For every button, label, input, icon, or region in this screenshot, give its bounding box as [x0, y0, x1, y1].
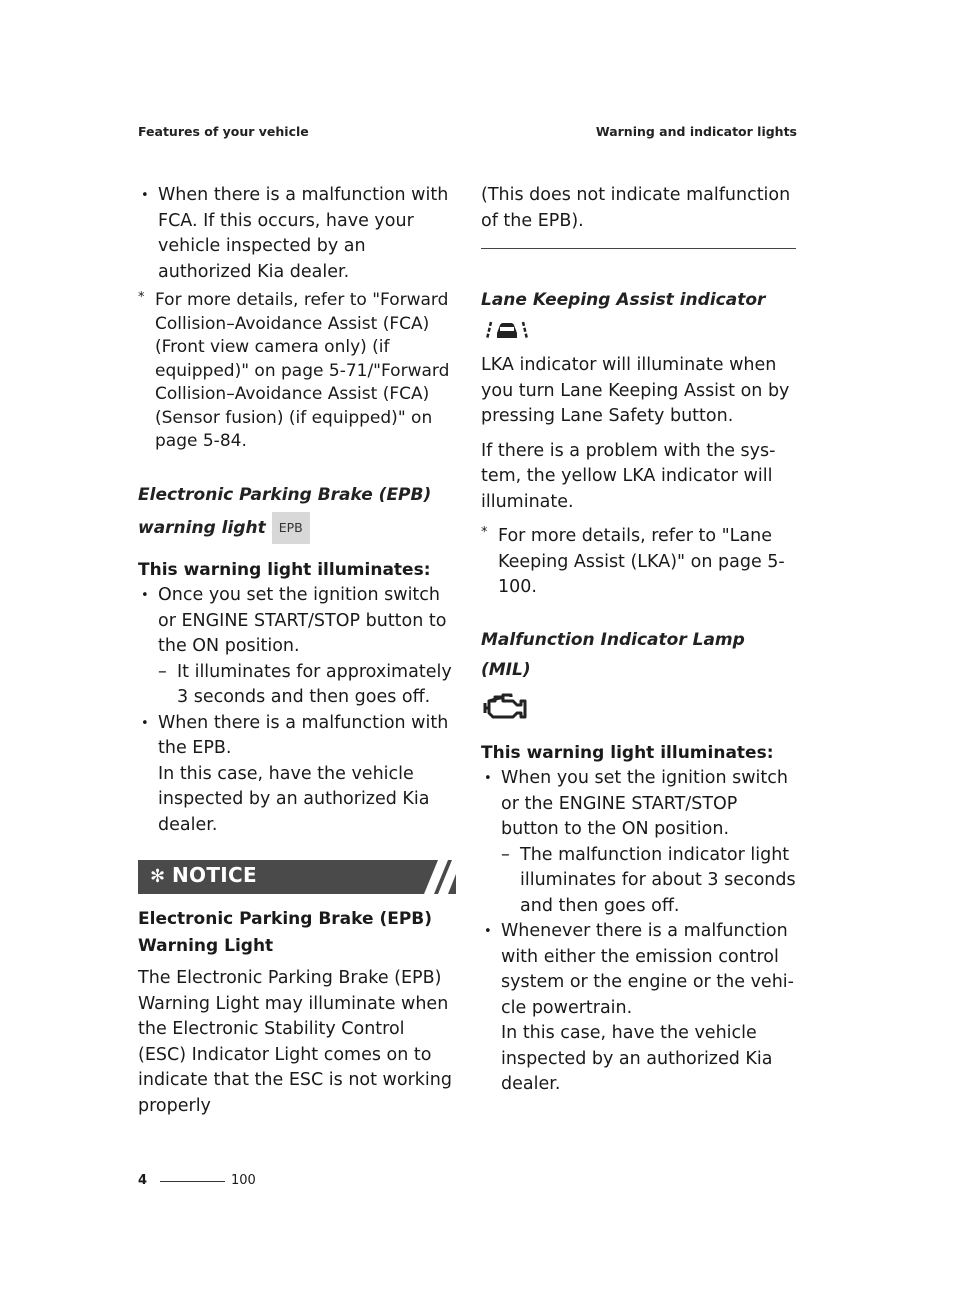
fca-reference-text: For more details, refer to "Forward Collision–Avoidance Assist (FCA) (Front view camera only) (if equipped)" on page 5-71/"Forward Collision–Avoidance Assist (FCA) (Sensor fusion) (if equipped)" on page 5-84. — [155, 290, 450, 451]
lka-reference — [481, 524, 796, 601]
epb-bullet-2: • When there is a malfunction with the EPB. — [138, 711, 456, 762]
running-header-right: Warning and indicator lights — [595, 124, 797, 139]
right-column — [481, 183, 796, 1098]
left-column — [138, 183, 456, 1119]
page-number: 100 — [231, 1173, 256, 1188]
lka-section-title — [481, 285, 796, 345]
mil-bullet-2: • Whenever there is a malfunction with either the emission control system or the engine or the vehi-cle powertrain. — [481, 919, 796, 1021]
epb-dash-1: – It illuminates for approximately 3 seconds and then goes off. — [138, 660, 456, 711]
mil-bullet-2-note: In this case, have the vehicle inspected by an authorized Kia dealer. — [501, 1023, 773, 1094]
epb-subheading: This warning light illuminates: — [138, 559, 431, 580]
notice-end-rule — [481, 248, 796, 249]
epb-title-line1: Electronic Parking Brake (EPB) — [138, 484, 432, 505]
notice-stripes-icon — [410, 860, 456, 894]
notice-continuation: (This does not indicate malfunction of the EPB). — [481, 185, 791, 231]
mil-section-title: Malfunction Indicator Lamp (MIL) — [481, 629, 745, 680]
reference-asterisk: * — [481, 525, 488, 540]
reference-asterisk: * — [138, 290, 145, 305]
lka-title: Lane Keeping Assist indicator — [481, 290, 766, 310]
epb-bullet-2-note: In this case, have the vehicle inspected by an authorized Kia dealer. — [158, 763, 430, 835]
mil-subheading: This warning light illuminates: — [481, 742, 774, 763]
epb-title-line2-row — [138, 512, 456, 544]
lka-paragraph-2: If there is a problem with the sys-tem, the yellow LKA indicator will illuminate. — [481, 440, 776, 512]
epb-title-line2: warning light — [138, 517, 266, 538]
notice-title: NOTICE — [172, 863, 257, 887]
mil-bullet-1: • When you set the ignition switch or the ENGINE START/STOP button to the ON position. — [481, 766, 796, 843]
lka-paragraph-1: LKA indicator will illuminate when you turn Lane Keeping Assist on by pressing Lane Safety button. — [481, 355, 790, 426]
footer-rule — [160, 1181, 225, 1182]
fca-bullet: • When there is a malfunction with FCA. If this occurs, have your vehicle inspected by an authorized Kia dealer. — [138, 183, 456, 285]
fca-reference — [138, 289, 456, 454]
asterisk-icon: ✻ — [150, 866, 166, 887]
notice-banner — [138, 860, 456, 894]
mil-dash-1: – The malfunction indicator light illuminates for about 3 seconds and then goes off. — [481, 843, 796, 920]
notice-heading: Electronic Parking Brake (EPB) Warning Light — [138, 909, 433, 956]
epb-icon: EPB — [272, 512, 310, 544]
epb-section-title — [138, 480, 456, 544]
lka-reference-text: For more details, refer to "Lane Keeping Assist (LKA)" on page 5-100. — [498, 526, 785, 597]
lane-keeping-car-icon — [485, 319, 529, 341]
chapter-number: 4 — [138, 1173, 148, 1188]
engine-icon — [481, 691, 529, 721]
notice-body: The Electronic Parking Brake (EPB) Warning Light may illuminate when the Electronic Stability Control (ESC) Indicator Light comes on to indicate that the ESC is not working properly — [138, 968, 452, 1116]
epb-bullet-1: • Once you set the ignition switch or ENGINE START/STOP button to the ON position. — [138, 583, 456, 660]
running-header-left: Features of your vehicle — [138, 124, 309, 139]
